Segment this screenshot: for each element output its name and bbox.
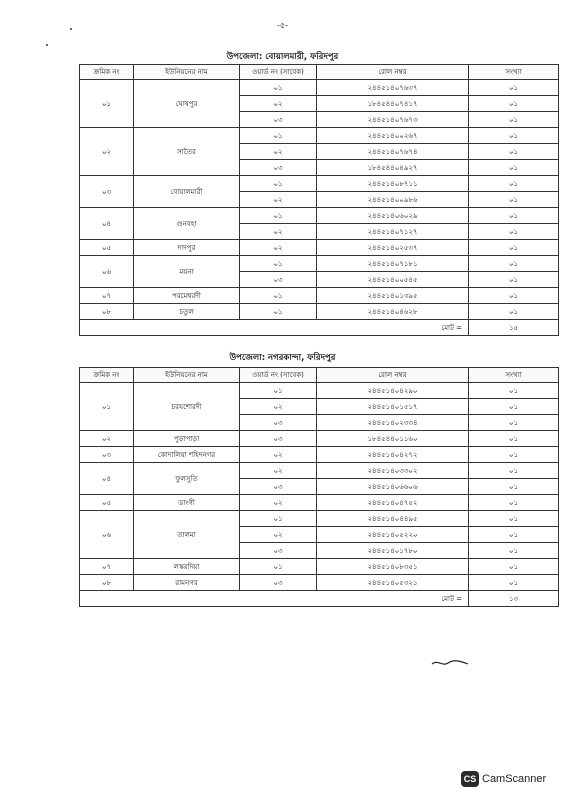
count-cell: ০১ xyxy=(469,479,559,495)
table-row xyxy=(80,240,559,256)
count-cell: ০১ xyxy=(469,272,559,288)
table-row xyxy=(80,447,559,463)
table-row xyxy=(80,495,559,511)
ward-cell: ০৩ xyxy=(240,543,317,559)
count-cell: ০১ xyxy=(469,559,559,575)
ward-cell: ০২ xyxy=(240,96,317,112)
total-value: ১৫ xyxy=(469,320,559,336)
signature-mark xyxy=(430,655,470,669)
roll-cell: ২৪৪৫১৪০৪৭৫২ xyxy=(317,495,469,511)
roll-cell: ২৪৪৫১৪০৭১২৭ xyxy=(317,224,469,240)
count-cell: ০১ xyxy=(469,463,559,479)
count-cell: ০১ xyxy=(469,447,559,463)
ward-cell: ০২ xyxy=(240,224,317,240)
header-ward: ওয়ার্ড নং (সাবেক) xyxy=(240,368,317,383)
table-row xyxy=(80,288,559,304)
roll-cell: ২৪৪৫১৪০০৯৮৬ xyxy=(317,192,469,208)
ward-cell: ০১ xyxy=(240,559,317,575)
count-cell: ০১ xyxy=(469,176,559,192)
ward-cell: ০২ xyxy=(240,495,317,511)
union-cell: পুড়াপাড়া xyxy=(134,431,240,447)
count-cell: ০১ xyxy=(469,144,559,160)
ward-cell: ০৩ xyxy=(240,575,317,591)
serial-cell: ০৭ xyxy=(80,559,134,575)
ward-cell: ০২ xyxy=(240,447,317,463)
union-cell: পরমেশ্বরদী xyxy=(134,288,240,304)
count-cell: ০১ xyxy=(469,112,559,128)
roll-cell: ২৪৪৫১৪০৭৬৭৪ xyxy=(317,144,469,160)
table-boalmari xyxy=(79,64,559,336)
scan-speck xyxy=(46,44,48,46)
total-label: মোট = xyxy=(80,320,469,336)
roll-cell: ২৪৪৫১৪০৮৩৫১ xyxy=(317,559,469,575)
table-row xyxy=(80,463,559,479)
count-cell: ০১ xyxy=(469,495,559,511)
ward-cell: ০২ xyxy=(240,463,317,479)
roll-cell: ২৪৪৫১৪০০৫৪৫ xyxy=(317,272,469,288)
serial-cell: ০৪ xyxy=(80,208,134,240)
count-cell: ০১ xyxy=(469,511,559,527)
ward-cell: ০১ xyxy=(240,383,317,399)
ward-cell: ০১ xyxy=(240,511,317,527)
table-row xyxy=(80,80,559,96)
scan-speck xyxy=(70,28,72,30)
roll-cell: ২৪৪৫১৪০৭৬৭৩ xyxy=(317,112,469,128)
roll-cell: ২৪৪৫১৪০৭১৮১ xyxy=(317,256,469,272)
union-cell: লস্করদিয়া xyxy=(134,559,240,575)
header-ward: ওয়ার্ড নং (সাবেক) xyxy=(240,65,317,80)
roll-cell: ২৪৪৫১৪০২৩৩৪ xyxy=(317,415,469,431)
table-nagarkanda xyxy=(79,367,559,607)
count-cell: ০১ xyxy=(469,192,559,208)
ward-cell: ০২ xyxy=(240,527,317,543)
roll-cell: ২৪৪৫১৪০৪২৭২ xyxy=(317,447,469,463)
count-cell: ০১ xyxy=(469,96,559,112)
ward-cell: ০৩ xyxy=(240,112,317,128)
table-row xyxy=(80,431,559,447)
serial-cell: ০৭ xyxy=(80,288,134,304)
count-cell: ০১ xyxy=(469,224,559,240)
count-cell: ০১ xyxy=(469,383,559,399)
union-cell: চরযশোরদী xyxy=(134,383,240,431)
union-cell: ডাংগী xyxy=(134,495,240,511)
roll-cell: ২৪৪৫১৪০৬৬০৬ xyxy=(317,479,469,495)
header-roll: রোল নম্বর xyxy=(317,368,469,383)
ward-cell: ০১ xyxy=(240,128,317,144)
union-cell: ময়না xyxy=(134,256,240,288)
count-cell: ০১ xyxy=(469,304,559,320)
ward-cell: ০৩ xyxy=(240,415,317,431)
header-union: ইউনিয়নের নাম xyxy=(134,368,240,383)
ward-cell: ০৩ xyxy=(240,431,317,447)
union-cell: বোয়ালমারী xyxy=(134,176,240,208)
union-cell: দাদপুর xyxy=(134,240,240,256)
count-cell: ০১ xyxy=(469,128,559,144)
camscanner-logo: CS xyxy=(461,771,479,787)
roll-cell: ২৪৪৫১৪০২৫৩৭ xyxy=(317,240,469,256)
roll-cell: ২৪৪৫১৪০৪৪৯৫ xyxy=(317,511,469,527)
serial-cell: ০১ xyxy=(80,383,134,431)
count-cell: ০১ xyxy=(469,288,559,304)
union-cell: চতুল xyxy=(134,304,240,320)
ward-cell: ০৩ xyxy=(240,479,317,495)
roll-cell: ২৪৪৫১৪০৪৬২৮ xyxy=(317,304,469,320)
header-serial: ক্রমিক নং xyxy=(80,368,134,383)
camscanner-text: CamScanner xyxy=(482,773,547,785)
table-row xyxy=(80,383,559,399)
table-row xyxy=(80,256,559,272)
total-row xyxy=(80,320,559,336)
count-cell: ০১ xyxy=(469,575,559,591)
serial-cell: ০৩ xyxy=(80,447,134,463)
union-cell: কোদালিয়া শহিদনগর xyxy=(134,447,240,463)
table-row xyxy=(80,511,559,527)
serial-cell: ০৫ xyxy=(80,495,134,511)
roll-cell: ২৪৪৫১৪০৫২২০ xyxy=(317,527,469,543)
roll-cell: ১৮৪৫৪৪০১১৬০ xyxy=(317,431,469,447)
serial-cell: ০২ xyxy=(80,128,134,176)
total-value: ১৩ xyxy=(469,591,559,607)
table-row xyxy=(80,128,559,144)
serial-cell: ০২ xyxy=(80,431,134,447)
count-cell: ০১ xyxy=(469,160,559,176)
table-row xyxy=(80,559,559,575)
serial-cell: ০৫ xyxy=(80,240,134,256)
roll-cell: ২৪৪৫১৪০১৭৮০ xyxy=(317,543,469,559)
serial-cell: ০৪ xyxy=(80,463,134,495)
ward-cell: ০১ xyxy=(240,304,317,320)
table-row xyxy=(80,575,559,591)
roll-cell: ২৪৪৫১৪০৪২৯০ xyxy=(317,383,469,399)
union-cell: গুনবহা xyxy=(134,208,240,240)
roll-cell: ২৪৪৫১৪০১৩৯৫ xyxy=(317,288,469,304)
table-row xyxy=(80,176,559,192)
header-roll: রোল নম্বর xyxy=(317,65,469,80)
union-cell: তালমা xyxy=(134,511,240,559)
roll-cell: ২৪৪৫১৪০৭৬৩৭ xyxy=(317,80,469,96)
ward-cell: ০১ xyxy=(240,80,317,96)
header-count: সংখ্যা xyxy=(469,368,559,383)
ward-cell: ০২ xyxy=(240,399,317,415)
ward-cell: ০১ xyxy=(240,176,317,192)
serial-cell: ০৮ xyxy=(80,575,134,591)
roll-cell: ২৪৪৫১৪০৬০২৯ xyxy=(317,208,469,224)
ward-cell: ০৩ xyxy=(240,160,317,176)
roll-cell: ২৪৪৫১৪০৮৭১১ xyxy=(317,176,469,192)
header-count: সংখ্যা xyxy=(469,65,559,80)
ward-cell: ০১ xyxy=(240,256,317,272)
ward-cell: ০৩ xyxy=(240,272,317,288)
roll-cell: ২৪৪৫১৪০৩৩০২ xyxy=(317,463,469,479)
header-serial: ক্রমিক নং xyxy=(80,65,134,80)
serial-cell: ০১ xyxy=(80,80,134,128)
roll-cell: ১৮৪৫৪৪০৭৪১৭ xyxy=(317,96,469,112)
header-union: ইউনিয়নের নাম xyxy=(134,65,240,80)
roll-cell: ১৮৪৫৪৪০৪৯২৭ xyxy=(317,160,469,176)
count-cell: ০১ xyxy=(469,431,559,447)
union-cell: ঘোষপুর xyxy=(134,80,240,128)
count-cell: ০১ xyxy=(469,80,559,96)
roll-cell: ২৪৪৫১৪০৫৩২১ xyxy=(317,575,469,591)
union-cell: রামনগর xyxy=(134,575,240,591)
count-cell: ০১ xyxy=(469,543,559,559)
ward-cell: ০২ xyxy=(240,192,317,208)
roll-cell: ২৪৪৫১৪০১৫১৭ xyxy=(317,399,469,415)
ward-cell: ০১ xyxy=(240,288,317,304)
serial-cell: ০৬ xyxy=(80,511,134,559)
count-cell: ০১ xyxy=(469,208,559,224)
serial-cell: ০৩ xyxy=(80,176,134,208)
ward-cell: ০২ xyxy=(240,144,317,160)
section-title-boalmari: উপজেলা: বোয়ালমারী, ফরিদপুর xyxy=(226,52,339,62)
total-label: মোট = xyxy=(80,591,469,607)
count-cell: ০১ xyxy=(469,527,559,543)
serial-cell: ০৬ xyxy=(80,256,134,288)
count-cell: ০১ xyxy=(469,399,559,415)
union-cell: সাতৈর xyxy=(134,128,240,176)
roll-cell: ২৪৪৫১৪০০২৬৭ xyxy=(317,128,469,144)
count-cell: ০১ xyxy=(469,240,559,256)
ward-cell: ০২ xyxy=(240,240,317,256)
count-cell: ০১ xyxy=(469,415,559,431)
ward-cell: ০১ xyxy=(240,208,317,224)
table-row xyxy=(80,208,559,224)
section-title-nagarkanda: উপজেলা: নগরকান্দা, ফরিদপুর xyxy=(229,353,336,363)
serial-cell: ০৮ xyxy=(80,304,134,320)
union-cell: ফুলসুতি xyxy=(134,463,240,495)
count-cell: ০১ xyxy=(469,256,559,272)
table-row xyxy=(80,304,559,320)
page-number: -৫- xyxy=(277,21,288,30)
total-row xyxy=(80,591,559,607)
